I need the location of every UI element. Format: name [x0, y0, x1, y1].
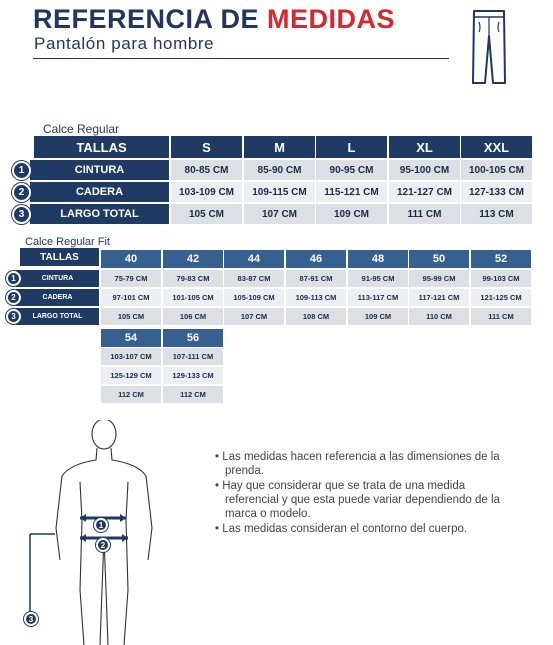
size-header-m: M — [244, 136, 315, 158]
cell-value: 127-133 CM — [461, 182, 532, 202]
marker-3: 3 — [24, 612, 38, 626]
size-header-48: 48 — [348, 250, 408, 268]
size-header-l: L — [316, 136, 387, 158]
cell-value: 107 CM — [244, 204, 315, 224]
note-item: • Las medidas hacen referencia a las dimensiones de la prenda. — [215, 451, 500, 477]
size-header-56: 56 — [163, 329, 223, 347]
regular-section-label: Calce Regular — [43, 122, 120, 136]
size-header-46: 46 — [286, 250, 346, 268]
cell-value: 108 CM — [286, 308, 346, 325]
cell-value: 99-103 CM — [471, 270, 531, 287]
cell-value: 121-127 CM — [389, 182, 460, 202]
header-divider — [33, 58, 449, 59]
cell-value: 106 CM — [163, 308, 223, 325]
cell-value: 113-117 CM — [348, 289, 408, 306]
row-number-badge: 3 — [12, 205, 31, 224]
title-part-2: MEDIDAS — [267, 4, 396, 34]
cell-value: 110 CM — [409, 308, 469, 325]
row-number-badge: 1 — [6, 271, 21, 286]
cell-value: 109 CM — [316, 204, 387, 224]
cell-value: 105-109 CM — [224, 289, 284, 306]
cell-value: 112 CM — [101, 386, 161, 403]
cell-value: 129-133 CM — [163, 367, 223, 384]
size-header-52: 52 — [471, 250, 531, 268]
size-header-xl: XL — [389, 136, 460, 158]
cell-value: 80-85 CM — [171, 160, 242, 180]
row-label-2: LARGO TOTAL — [30, 204, 169, 224]
row-label-1: CADERA — [30, 182, 169, 202]
row-number-badge: 2 — [6, 290, 21, 305]
size-header-54: 54 — [101, 329, 161, 347]
title-part-1: REFERENCIA DE — [33, 4, 260, 34]
row-number-badge: 2 — [12, 183, 31, 202]
cell-value: 115-121 CM — [316, 182, 387, 202]
cell-value: 90-95 CM — [316, 160, 387, 180]
cell-value: 107-111 CM — [163, 348, 223, 365]
page-title — [33, 4, 395, 34]
cell-value: 91-95 CM — [348, 270, 408, 287]
size-header-40: 40 — [101, 250, 161, 268]
tallas-header: TALLAS — [34, 136, 169, 158]
cell-value: 111 CM — [389, 204, 460, 224]
cell-value: 85-90 CM — [244, 160, 315, 180]
cell-value: 109-113 CM — [286, 289, 346, 306]
cell-value: 95-99 CM — [409, 270, 469, 287]
row-label-0: CINTURA — [30, 160, 169, 180]
cell-value: 97-101 CM — [101, 289, 161, 306]
size-header-44: 44 — [224, 250, 284, 268]
pants-icon — [469, 8, 509, 86]
cell-value: 121-125 CM — [471, 289, 531, 306]
row-number-badge: 3 — [6, 309, 21, 324]
note-item: • Las medidas consideran el contorno del cuerpo. — [215, 523, 468, 535]
cell-value: 105 CM — [101, 308, 161, 325]
cell-value: 83-87 CM — [224, 270, 284, 287]
marker-1: 1 — [94, 518, 108, 532]
cell-value: 109-115 CM — [244, 182, 315, 202]
row-label-1: CADERA — [16, 289, 99, 306]
row-number-badge: 1 — [12, 161, 31, 180]
size-header-50: 50 — [409, 250, 469, 268]
cell-value: 105 CM — [171, 204, 242, 224]
cell-value: 87-91 CM — [286, 270, 346, 287]
cell-value: 111 CM — [471, 308, 531, 325]
page-subtitle: Pantalón para hombre — [34, 34, 215, 53]
size-header-s: S — [171, 136, 242, 158]
cell-value: 75-79 CM — [101, 270, 161, 287]
row-label-2: LARGO TOTAL — [16, 308, 99, 325]
cell-value: 109 CM — [348, 308, 408, 325]
cell-value: 103-109 CM — [171, 182, 242, 202]
size-header-xxl: XXL — [461, 136, 532, 158]
cell-value: 95-100 CM — [389, 160, 460, 180]
cell-value: 101-105 CM — [163, 289, 223, 306]
cell-value: 113 CM — [461, 204, 532, 224]
tallas-header: TALLAS — [20, 248, 99, 266]
notes-list — [215, 450, 510, 537]
cell-value: 79-83 CM — [163, 270, 223, 287]
fit-section-label: Calce Regular Fit — [25, 236, 110, 248]
cell-value: 107 CM — [224, 308, 284, 325]
cell-value: 100-105 CM — [461, 160, 532, 180]
cell-value: 112 CM — [163, 386, 223, 403]
size-header-42: 42 — [163, 250, 223, 268]
note-item: • Hay que considerar que se trata de una medida referencial y que esta puede variar dependiendo de la marca o modelo. — [215, 480, 500, 520]
cell-value: 117-121 CM — [409, 289, 469, 306]
cell-value: 125-129 CM — [101, 367, 161, 384]
cell-value: 103-107 CM — [101, 348, 161, 365]
marker-2: 2 — [96, 538, 110, 552]
row-label-0: CINTURA — [16, 270, 99, 287]
